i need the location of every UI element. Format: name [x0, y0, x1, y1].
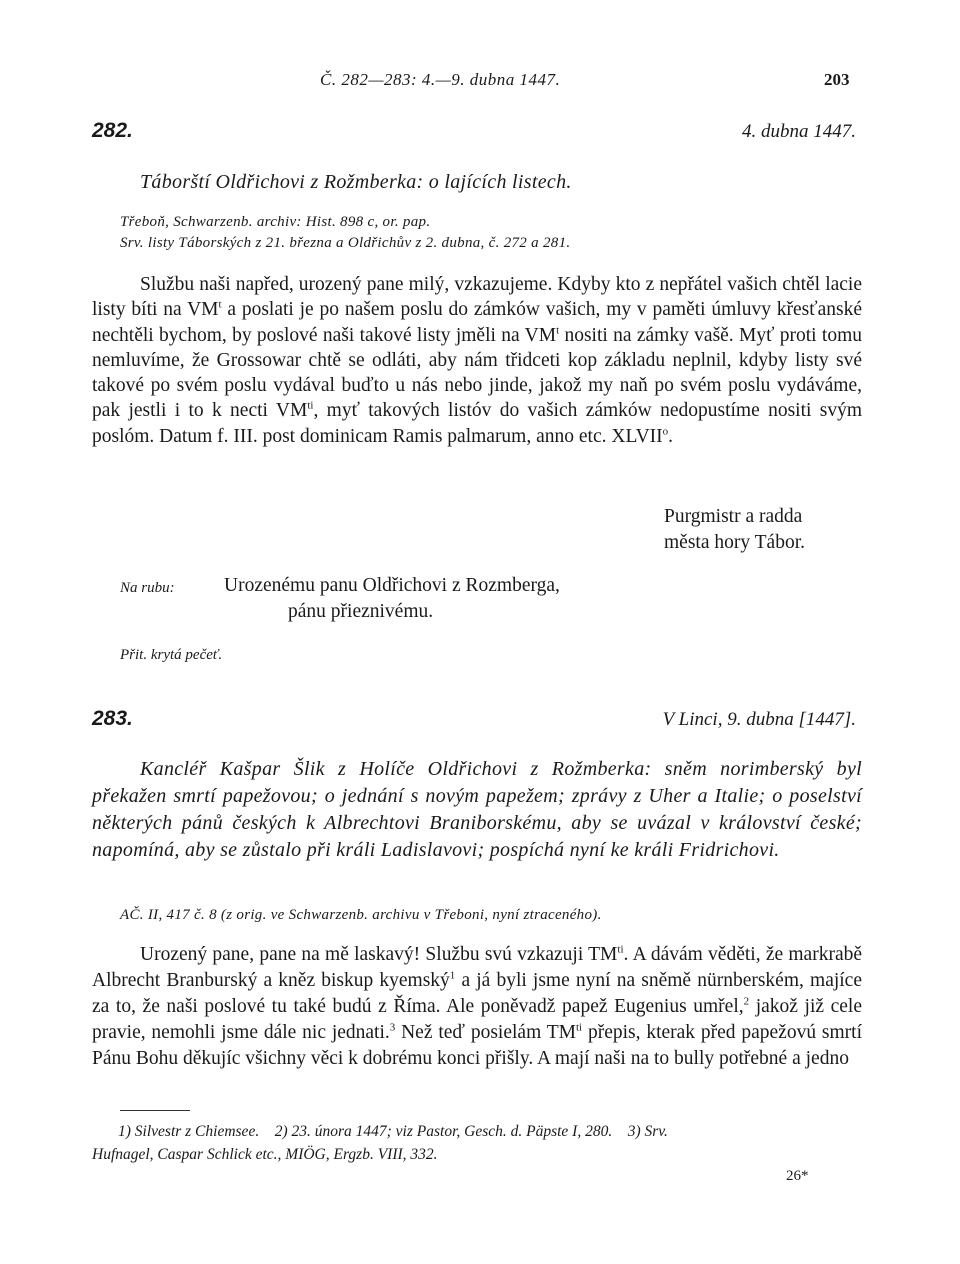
regest-282: Táborští Oldřichovi z Rožmberka: o lajících listech.: [140, 171, 572, 193]
page-number: 203: [824, 70, 850, 89]
superscript: ti: [307, 399, 314, 412]
superscript: t: [218, 298, 222, 311]
seal-note: Přit. krytá pečeť.: [120, 647, 223, 663]
address-line-1: Urozenému panu Oldřichovi z Rozmberga,: [224, 575, 560, 596]
footnote-rule: [120, 1110, 190, 1111]
footnote-line-1: 1) Silvestr z Chiemsee. 2) 23. února 1447; viz Pastor, Gesch. d. Päpste I, 280. 3) Srv.: [118, 1123, 668, 1140]
superscript: o: [662, 425, 669, 438]
address-line-2: pánu přieznivému.: [288, 601, 434, 622]
footnotes: [92, 1120, 862, 1166]
source-note-282-line1: Třeboň, Schwarzenb. archiv: Hist. 898 c, or. pap.: [120, 214, 431, 230]
letter-paragraph: [92, 272, 862, 449]
source-note-283: AČ. II, 417 č. 8 (z orig. ve Schwarzenb. archivu v Třeboni, nyní ztraceného).: [120, 907, 602, 923]
text-run: . A dávám věděti, že markrabě Albrecht Branburský a kněz biskup kyemský: [92, 944, 863, 991]
letter-paragraph: [92, 942, 862, 1072]
letter-text-282: [92, 272, 862, 449]
document-date-283: V Linci, 9. dubna [1447].: [662, 709, 856, 730]
printer-signature-mark: 26*: [786, 1168, 809, 1184]
letter-text-283: [92, 942, 862, 1072]
text-run: , myť takových listóv do vašich zámków nedopustíme nositi svým poslóm. Datum f. III. post dominicam Ramis palmarum, anno etc. XLVII: [92, 400, 862, 447]
superscript: ti: [576, 1021, 583, 1034]
source-note-282-line2: Srv. listy Táborských z 21. března a Oldřichův z 2. dubna, č. 272 a 281.: [120, 235, 571, 251]
document-number-283: 283.: [92, 707, 133, 730]
text-run: a já byli jsme nyní na sněmě nürnberském, majíce za to, že naši poslové tu také budú z Říma. Ale poněvadž papež Eugenius umřel,: [92, 970, 862, 1017]
footnote-ref-2: 2: [743, 995, 750, 1008]
signature-line-1: Purgmistr a radda: [664, 506, 803, 527]
text-run: Než teď posielám TM: [395, 1022, 576, 1043]
text-run: nositi na zámky vašě. Myť proti tomu nemluvíme, že Grossowar chtě se odláti, aby nám třidceti kop základu neplnil, kdyby listy své takové po svém poslu vydával buďto u nás nebo jinde, jakož my naň po svém poslu vydáváme, pak jestli i to k necti VM: [92, 324, 862, 422]
running-head: Č. 282—283: 4.—9. dubna 1447.: [320, 70, 561, 89]
text-run: .: [668, 425, 674, 447]
address-label: Na rubu:: [120, 580, 175, 596]
text-run: přepis, kterak před papežovú smrtí Pánu Bohu děkujíc všichny věci k dobrému konci přišly. A mají naši na to bully potřebné a jedno: [92, 1022, 863, 1069]
footnote-ref-1: 1: [449, 969, 456, 982]
text-run: jakož již cele pravie, nemohli jsme dále nic jednati.: [92, 996, 862, 1043]
signature-line-2: města hory Tábor.: [664, 532, 805, 553]
document-date-282: 4. dubna 1447.: [742, 121, 856, 142]
document-number-282: 282.: [92, 119, 133, 142]
superscript: ti: [617, 943, 624, 956]
text-run: a poslati je po našem poslu do zámków vašich, my v paměti úmluvy křesťanské nechtěli bychom, by poslové naši takové listy jměli na VM: [92, 299, 862, 346]
footnote-line-2: Hufnagel, Caspar Schlick etc., MIÖG, Ergzb. VIII, 332.: [92, 1146, 438, 1163]
text-run: Urozený pane, pane na mě laskavý! Službu svú vzkazuji TM: [140, 944, 618, 965]
regest-283: Kancléř Kašpar Šlik z Holíče Oldřichovi z Rožmberka: sněm norimberský byl překažen smrtí papežovou; o jednání s novým papežem; zprávy z Uher a Italie; o poselství některých pánů českých k Albrechtovi Braniborskému, aby se uvázal v království české; napomíná, aby se zůstalo při králi Ladislavovi; pospíchá nyní ke králi Fridrichovi.: [92, 758, 862, 861]
superscript: t: [556, 324, 560, 337]
text-run: Službu naši napřed, urozený pane milý, vzkazujeme. Kdyby kto z nepřátel vašich chtěl lacie listy bíti na VM: [92, 274, 862, 321]
footnote-ref-3: 3: [389, 1021, 396, 1034]
